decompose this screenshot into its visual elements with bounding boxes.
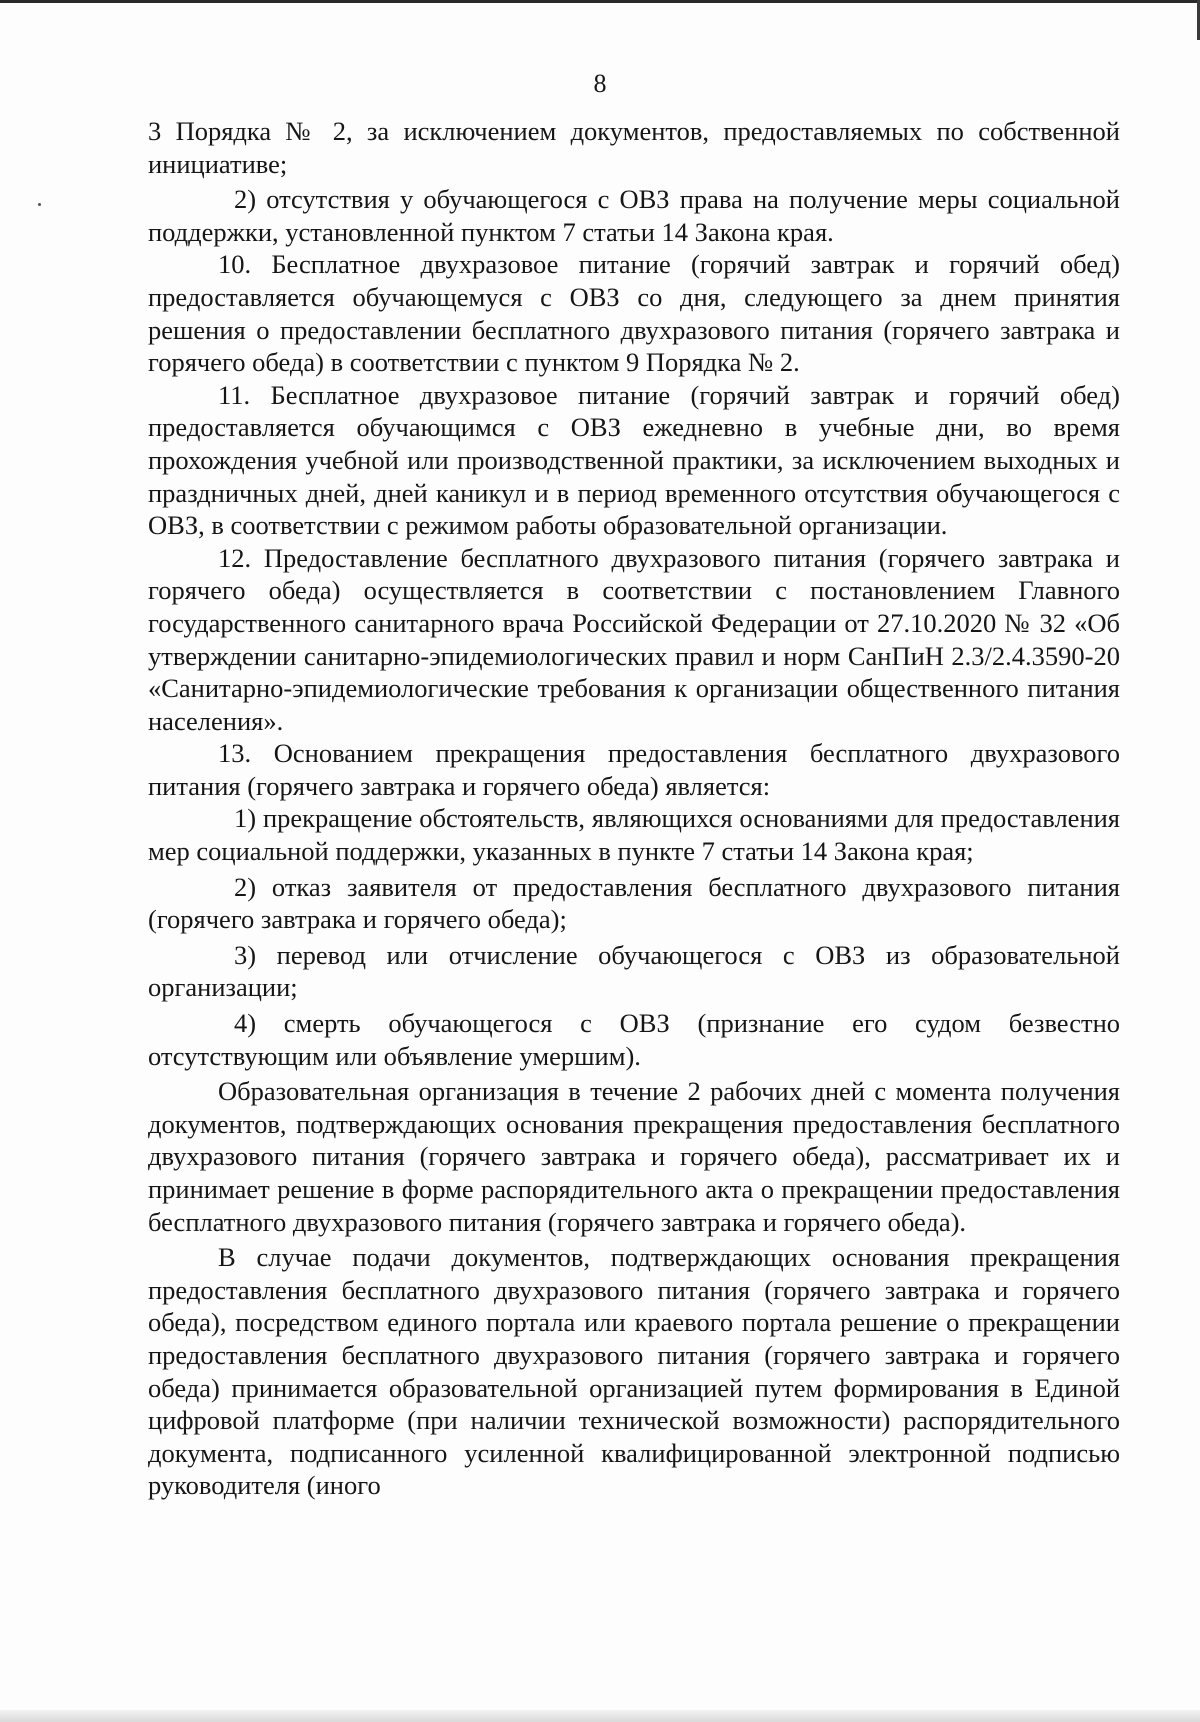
paragraph-continuation: 3 Порядка № 2, за исключением документов, предоставляемых по собственной инициативе; — [148, 116, 1120, 179]
list-item-13-1: 1) прекращение обстоятельств, являющихся основаниями для предоставления мер социальной поддержки, указанных в пункте 7 статьи 14 Закона края; — [148, 803, 1120, 867]
paragraph-portal: В случае подачи документов, подтверждающих основания прекращения предоставления бесплатного двухразового питания (горячего завтрака и горячего обеда), посредством единого портала или краевого портала решение о прекращении предоставления бесплатного двухразового питания (горячего завтрака и горячего обеда) принимается образовательной организацией путем формирования в Единой цифровой платформе (при наличии технической возможности) распорядительного документа, подписанного усиленной квалифицированной электронной подписью руководителя (иного — [148, 1242, 1120, 1501]
list-item-13-4: 4) смерть обучающегося с ОВЗ (признание его судом безвестно отсутствующим или объявление умершим). — [148, 1008, 1120, 1071]
list-item-13-2: 2) отказ заявителя от предоставления бесплатного двухразового питания (горячего завтрака и горячего обеда); — [148, 871, 1120, 935]
paragraph-11: 11. Бесплатное двухразовое питание (горячий завтрак и горячий обед) предоставляется обучающимся с ОВЗ ежедневно в учебные дни, во время прохождения учебной или производственной практики, за исключением выходных и праздничных дней, дней каникул и в период временного отсутствия обучающегося с ОВЗ, в соответствии с режимом работы образовательной организации. — [148, 379, 1120, 541]
scan-border-top — [0, 0, 1200, 3]
paragraph-organization: Образовательная организация в течение 2 рабочих дней с момента получения документов, подтверждающих основания прекращения предоставления бесплатного двухразового питания (горячего завтрака и горячего обеда), рассматривает их и принимает решение в форме распорядительного акта о прекращении предоставления бесплатного двухразового питания (горячего завтрака и горячего обеда). — [148, 1076, 1120, 1237]
scan-border-bottom — [0, 1710, 1200, 1722]
list-item-13-3: 3) перевод или отчисление обучающегося с ОВЗ из образовательной организации; — [148, 939, 1120, 1003]
paragraph-10: 10. Бесплатное двухразовое питание (горячий завтрак и горячий обед) предоставляется обучающемуся с ОВЗ со дня, следующего за днем принятия решения о предоставлении бесплатного двухразового питания (горячего завтрака и горячего обеда) в соответствии с пунктом 9 Порядка № 2. — [148, 249, 1120, 378]
paragraph-12: 12. Предоставление бесплатного двухразового питания (горячего завтрака и горячего обеда) осуществляется в соответствии с постановлением Главного государственного санитарного врача Российской Федерации от 27.10.2020 № 32 «Об утверждении санитарно-эпидемиологических правил и норм СанПиН 2.3/2.4.3590-20 «Санитарно-эпидемиологические требования к организации общественного питания населения». — [148, 542, 1120, 736]
scan-speck — [38, 203, 41, 206]
paragraph-13: 13. Основанием прекращения предоставления бесплатного двухразового питания (горячего завтрака и горячего обеда) является: — [148, 738, 1120, 801]
list-item-2: 2) отсутствия у обучающегося с ОВЗ права на получение меры социальной поддержки, установленной пунктом 7 статьи 14 Закона края. — [148, 184, 1120, 247]
page-number: 8 — [593, 69, 607, 98]
document-body — [148, 115, 1120, 1502]
